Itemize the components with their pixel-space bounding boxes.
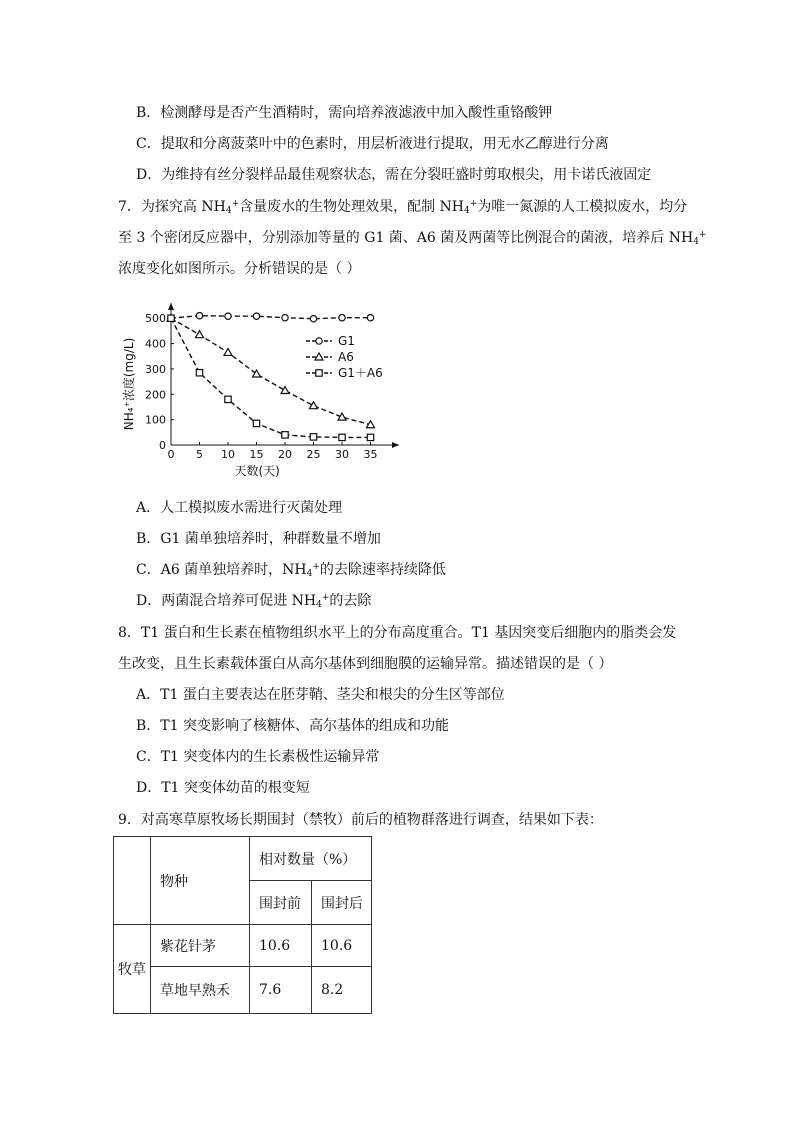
relative-amount-header: 相对数量（%） — [250, 837, 372, 881]
data-point-triangle — [310, 402, 318, 409]
data-point-circle — [316, 338, 322, 344]
q6-option-c: C．提取和分离菠菜叶中的色素时，用层析液进行提取，用无水乙醇进行分离 — [136, 136, 609, 152]
after-value-cell: 10.6 — [312, 925, 372, 967]
nh4-concentration-chart — [110, 287, 410, 487]
x-axis-label: 天数(天) — [234, 464, 280, 478]
y-tick-label: 400 — [145, 337, 166, 351]
x-tick-label: 25 — [306, 448, 321, 461]
data-point-square — [310, 434, 316, 440]
table-corner-cell — [114, 837, 151, 925]
y-tick-label: 100 — [145, 413, 166, 427]
table-row — [114, 925, 372, 967]
data-point-square — [225, 396, 231, 402]
data-point-square — [316, 370, 322, 376]
q7-option-d: D．两菌混合培养可促进 $NH_4^+$的去除 — [136, 593, 372, 610]
data-point-circle — [282, 315, 288, 321]
legend-label: G1 — [338, 334, 355, 348]
species-name-cell: 草地早熟禾 — [151, 967, 250, 1014]
y-tick-label: 300 — [145, 362, 166, 376]
data-point-triangle — [196, 331, 204, 338]
x-tick-label: 15 — [249, 448, 264, 461]
data-point-circle — [225, 313, 231, 319]
data-point-circle — [253, 313, 259, 319]
before-value-cell: 10.6 — [250, 925, 312, 967]
q8-option-b: B．T1 突变影响了核糖体、高尔基体的组成和功能 — [136, 718, 449, 734]
species-name-cell: 紫花针茅 — [151, 925, 250, 967]
group-cell: 牧草 — [114, 925, 151, 1014]
x-tick-label: 10 — [221, 448, 235, 461]
data-point-square — [168, 315, 174, 321]
data-point-circle — [310, 316, 316, 322]
after-enclosure-header: 围封后 — [312, 881, 372, 925]
data-point-square — [367, 434, 373, 440]
q9-stem: 9．对高寒草原牧场长期围封（禁牧）前后的植物群落进行调查，结果如下表： — [118, 812, 603, 828]
survey-table — [113, 836, 372, 1014]
after-value-cell: 8.2 — [312, 967, 372, 1014]
q7-stem-line3: 浓度变化如图所示。分析错误的是（ ） — [118, 261, 361, 277]
y-tick-label: 0 — [159, 439, 166, 452]
x-tick-label: 30 — [335, 448, 349, 461]
q7-option-b: B．G1 菌单独培养时，种群数量不增加 — [136, 531, 381, 547]
species-header: 物种 — [151, 837, 250, 925]
data-point-circle — [339, 315, 345, 321]
q7-stem-line1: 7．为探究高 $NH_4^+$含量废水的生物处理效果，配制 $NH_4^+$为唯一氮源的人工模拟废水，均分 — [118, 199, 688, 216]
q7-stem-line2: 至 3 个密闭反应器中，分别添加等量的 G1 菌、A6 菌及两菌等比例混合的菌液，培养后 $NH_4^+$ — [118, 230, 707, 247]
data-point-triangle — [281, 386, 289, 393]
data-point-square — [253, 420, 259, 426]
q8-stem-line2: 生改变，且生长素载体蛋白从高尔基体到细胞膜的运输异常。描述错误的是（ ） — [118, 656, 613, 672]
before-enclosure-header: 围封前 — [250, 881, 312, 925]
data-point-circle — [196, 312, 202, 318]
x-tick-label: 35 — [363, 448, 378, 461]
x-tick-label: 0 — [167, 448, 175, 461]
table-row — [114, 967, 372, 1014]
data-point-triangle — [224, 348, 232, 355]
q8-stem-line1: 8．T1 蛋白和生长素在植物组织水平上的分布高度重合。T1 基因突变后细胞内的脂类会发 — [118, 625, 677, 641]
q6-option-b: B．检测酵母是否产生酒精时，需向培养液滤液中加入酸性重铬酸钾 — [136, 105, 553, 121]
q6-option-d: D．为维持有丝分裂样品最佳观察状态，需在分裂旺盛时剪取根尖，用卡诺氏液固定 — [136, 167, 652, 183]
legend-label: G1＋A6 — [338, 366, 383, 380]
x-axis-arrow — [392, 442, 399, 448]
q7-option-a: A．人工模拟废水需进行灭菌处理 — [136, 500, 343, 516]
data-point-circle — [367, 315, 373, 321]
q7-option-c: C．A6 菌单独培养时，$NH_4^+$的去除速率持续降低 — [136, 562, 446, 579]
y-axis-arrow — [168, 303, 174, 310]
y-tick-label: 500 — [145, 312, 166, 326]
q8-option-d: D．T1 突变体幼苗的根变短 — [136, 780, 310, 796]
legend-label: A6 — [338, 350, 354, 364]
data-point-square — [282, 432, 288, 438]
y-tick-label: 200 — [145, 388, 166, 402]
before-value-cell: 7.6 — [250, 967, 312, 1014]
x-tick-label: 20 — [278, 448, 292, 461]
q8-option-a: A．T1 蛋白主要表达在胚芽鞘、茎尖和根尖的分生区等部位 — [136, 687, 505, 703]
y-axis-label: NH₄⁺浓度(mg/L) — [122, 337, 136, 431]
data-point-square — [196, 370, 202, 376]
q8-option-c: C．T1 突变体内的生长素极性运输异常 — [136, 749, 380, 765]
x-tick-label: 5 — [196, 448, 203, 461]
data-point-square — [339, 434, 345, 440]
